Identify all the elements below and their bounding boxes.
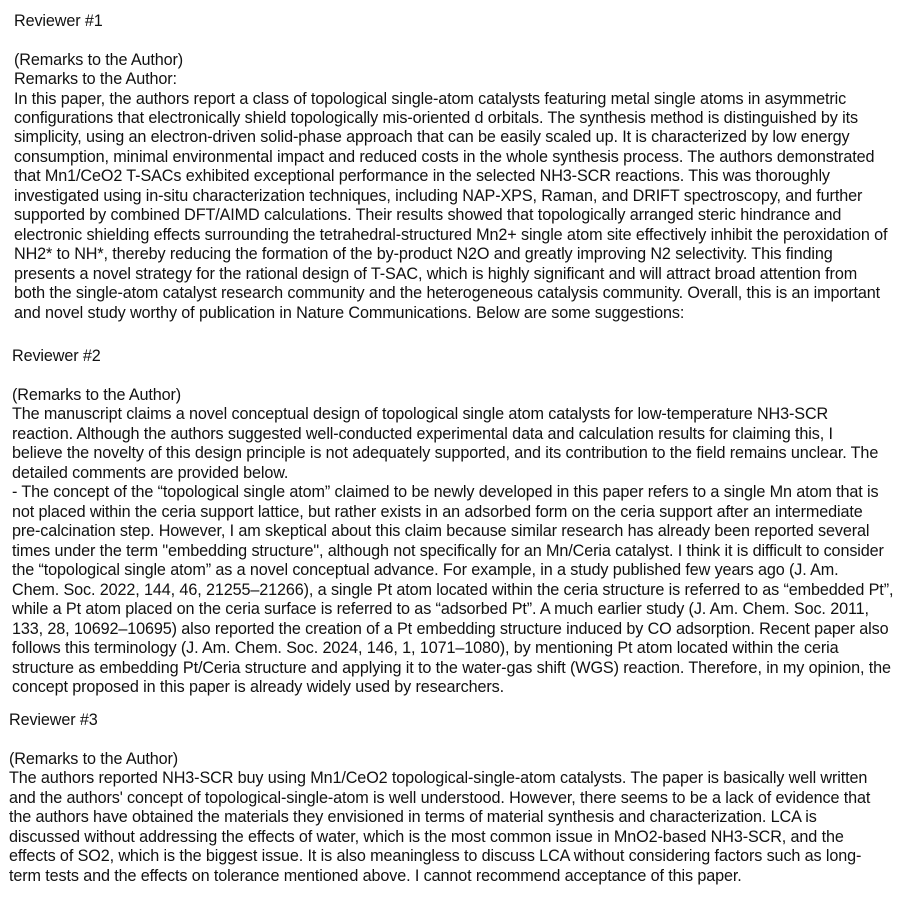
body-line: The authors reported NH3-SCR buy using Mn1/CeO2 topological-single-atom catalysts. The paper is basically well written: [9, 769, 868, 787]
remarks-heading: (Remarks to the Author): [12, 386, 182, 404]
body-line: believe the novelty of this design principle is not adequately supported, and its contribution to the field remains unclear. The: [12, 444, 879, 462]
reviewer-heading: Reviewer #1: [14, 12, 103, 30]
body-line: times under the term "embedding structure", although not specifically for an Mn/Ceria catalyst. I think it is difficult to consider: [12, 542, 884, 560]
body-line: discussed without addressing the effects of water, which is the most common issue in MnO2-based NH3-SCR, and the: [9, 828, 844, 846]
body-line: the authors have obtained the materials they envisioned in terms of material synthesis and characterization. LCA is: [9, 808, 817, 826]
body-line: effects of SO2, which is the biggest issue. It is also meaningless to discuss LCA without considering factors such as long-: [9, 847, 862, 865]
body-line: and the authors' concept of topological-single-atom is well understood. However, there seems to be a lack of evidence that: [9, 789, 871, 807]
body-line: The manuscript claims a novel conceptual design of topological single atom catalysts for low-temperature NH3-SCR: [12, 405, 829, 423]
body-line: simplicity, using an electron-driven solid-phase approach that can be easily scaled up. It is characterized by low energy: [14, 128, 850, 146]
body-line: while a Pt atom placed on the ceria surface is referred to as “adsorbed Pt”. A much earlier study (J. Am. Chem. Soc. 2011,: [12, 600, 869, 618]
body-line: NH2* to NH*, thereby reducing the formation of the by-product N2O and greatly improving N2 selectivity. This finding: [14, 245, 833, 263]
body-line: consumption, minimal environmental impact and reduced costs in the whole synthesis process. The authors demonstrated: [14, 148, 875, 166]
body-line: detailed comments are provided below.: [12, 464, 289, 482]
body-line: that Mn1/CeO2 T-SACs exhibited exceptional performance in the selected NH3-SCR reactions. This was thoroughly: [14, 167, 830, 185]
body-line: both the single-atom catalyst research community and the heterogeneous catalysis community. Overall, this is an important: [14, 284, 881, 302]
body-line: Chem. Soc. 2022, 144, 46, 21255–21266), a single Pt atom located within the ceria structure is referred to as “embedded Pt”,: [12, 581, 894, 599]
body-line: presents a novel strategy for the rational design of T-SAC, which is highly significant and will attract broad attention from: [14, 265, 858, 283]
body-line: electronic shielding effects surrounding the tetrahedral-structured Mn2+ single atom site effectively inhibit the peroxidation of: [14, 226, 888, 244]
body-line: term tests and the effects on tolerance mentioned above. I cannot recommend acceptance of this paper.: [9, 867, 742, 885]
body-line: not placed within the ceria support lattice, but rather exists in an adsorbed form on the ceria support after an intermediate: [12, 503, 863, 521]
reviewer-heading: Reviewer #3: [9, 711, 98, 729]
body-line: - The concept of the “topological single atom” claimed to be newly developed in this paper refers to a single Mn atom that is: [12, 483, 879, 501]
reviewer-heading: Reviewer #2: [12, 347, 101, 365]
body-line: 133, 28, 10692–10695) also reported the creation of a Pt embedding structure induced by CO adsorption. Recent paper also: [12, 620, 889, 638]
body-line: concept proposed in this paper is already widely used by researchers.: [12, 678, 505, 696]
remarks-label: Remarks to the Author:: [14, 70, 177, 88]
body-line: and novel study worthy of publication in Nature Communications. Below are some suggestions:: [14, 304, 685, 322]
body-line: structure as embedding Pt/Ceria structure and applying it to the water-gas shift (WGS) reaction. Therefore, in my opinion, the: [12, 659, 891, 677]
body-line: follows this terminology (J. Am. Chem. Soc. 2024, 146, 1, 1071–1080), by mentioning Pt atom located within the ceria: [12, 639, 839, 657]
remarks-heading: (Remarks to the Author): [14, 51, 184, 69]
body-line: reaction. Although the authors suggested well-conducted experimental data and calculation results for claiming this, I: [12, 425, 833, 443]
body-line: In this paper, the authors report a class of topological single-atom catalysts featuring metal single atoms in asymmetric: [14, 90, 847, 108]
body-line: supported by combined DFT/AIMD calculations. Their results showed that topologically arranged steric hindrance and: [14, 206, 842, 224]
body-line: configurations that electronically shield topologically mis-oriented d orbitals. The synthesis method is distinguished by its: [14, 109, 858, 127]
body-line: pre-calcination step. However, I am skeptical about this claim because similar research has already been reported several: [12, 522, 870, 540]
remarks-heading: (Remarks to the Author): [9, 750, 179, 768]
body-line: the “topological single atom” as a novel conceptual advance. For example, in a study published few years ago (J. Am.: [12, 561, 839, 579]
body-line: investigated using in-situ characterization techniques, including NAP-XPS, Raman, and DRIFT spectroscopy, and further: [14, 187, 863, 205]
